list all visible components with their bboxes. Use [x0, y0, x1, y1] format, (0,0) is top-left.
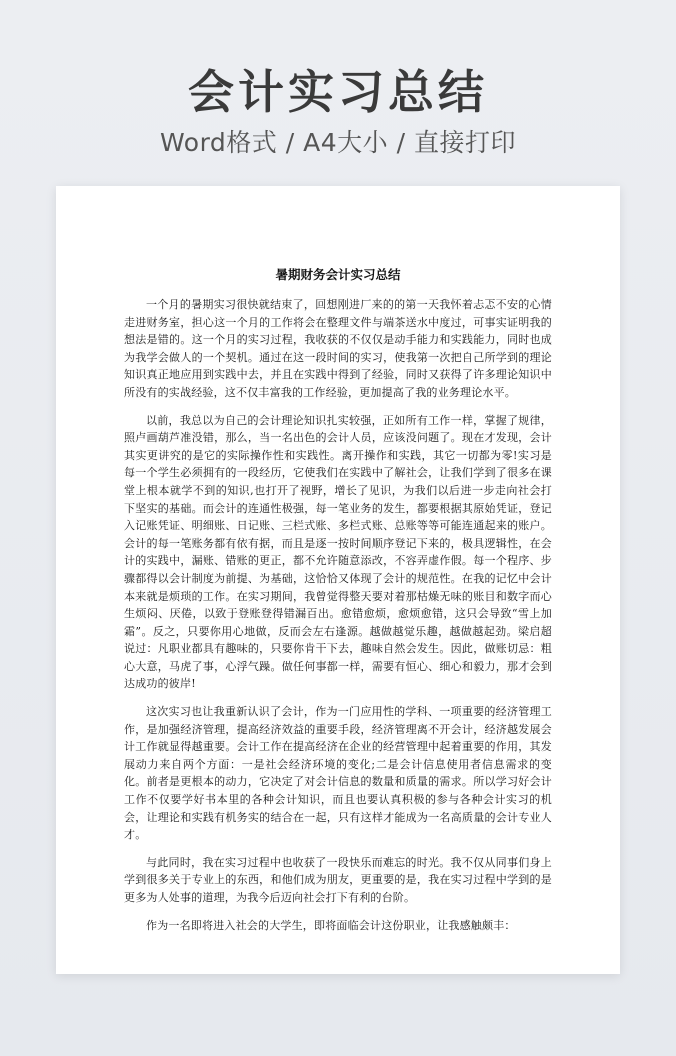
document-title: 暑期财务会计实习总结 [275, 267, 401, 282]
document-page [56, 186, 620, 974]
paragraph: 以前，我总以为自己的会计理论知识扎实较强，正如所有工作一样，掌握了规律，照卢画葫芦准没错，那么，当一名出色的会计人员，应该没问题了。现在才发现，会计其实更讲究的是它的实际操作性和实践性。离开操作和实践，其它一切都为零!实习是每一个学生必须拥有的一段经历，它使我们在实践中了解社会，让我们学到了很多在课堂上根本就学不到的知识,也打开了视野，增长了见识，为我们以后进一步走向社会打下坚实的基础。而会计的连通性极强，每一笔业务的发生，都要根据其原始凭证，登记入记账凭证、明细账、日记账、三栏式账、多栏式账、总账等等可能连通起来的账户。会计的每一笔账务都有依有据，而且是逐一按时间顺序登记下来的，极具逻辑性，在会计的实践中，漏账、错账的更正，都不允许随意添改，不容弄虚作假。每一个程序、步骤都得以会计制度为前提、为基础，这恰恰又体现了会计的规范性。在我的记忆中会计本来就是烦琐的工作。在实习期间，我曾觉得整天要对着那枯燥无味的账目和数字而心生烦闷、厌倦，以致于登账登得错漏百出。愈错愈烦，愈烦愈错，这只会导致“雪上加霜”。反之，只要你用心地做，反而会左右逢源。越做越觉乐趣，越做越起劲。梁启超说过：凡职业都具有趣味的，只要你肯干下去，趣味自然会发生。因此，做账切忌：粗心大意，马虎了事，心浮气躁。做任何事都一样，需要有恒心、细心和毅力，那才会到达成功的彼岸! [124, 413, 552, 691]
page-title: 会计实习总结 [188, 65, 488, 119]
header [0, 62, 676, 160]
paragraph: 这次实习也让我重新认识了会计，作为一门应用性的学科、一项重要的经济管理工作，是加强经济管理，提高经济效益的重要手段，经济管理离不开会计，经济越发展会计工作就显得越重要。会计工作在提高经济在企业的经营管理中起着重要的作用，其发展动力来自两个方面：一是社会经济环境的变化;二是会计信息使用者信息需求的变化。前者是更根本的动力，它决定了对会计信息的数量和质量的需求。所以学习好会计工作不仅要学好书本里的各种会计知识，而且也要认真积极的参与各种会计实习的机会，让理论和实践有机务实的结合在一起，只有这样才能成为一名高质量的会计专业人才。 [124, 705, 552, 842]
paragraph: 一个月的暑期实习很快就结束了，回想刚进厂来的的第一天我怀着忐忑不安的心情走进财务室，担心这一个月的工作将会在整理文件与端茶送水中度过，可事实证明我的想法是错的。这一个月的实习过程，我收获的不仅仅是动手能力和实践能力，同时也成为我学会做人的一个契机。通过在这一段时间的实习，使我第一次把自己所学到的理论知识真正地应用到实践中去，并且在实践中得到了经验，同时又获得了许多理论知识中所没有的实战经验，这不仅丰富我的工作经验，更加提高了我的业务理论水平。 [124, 298, 552, 399]
paragraph: 与此同时，我在实习过程中也收获了一段快乐而难忘的时光。我不仅从同事们身上学到很多关于专业上的东西，和他们成为朋友，更重要的是，我在实习过程中学到的是更多为人处事的道理，为我今后迈向社会打下有利的台阶。 [124, 855, 552, 904]
page-subtitle: Word格式 / A4大小 / 直接打印 [160, 128, 516, 157]
paragraph: 作为一名即将进入社会的大学生，即将面临会计这份职业，让我感触颇丰： [146, 918, 516, 932]
